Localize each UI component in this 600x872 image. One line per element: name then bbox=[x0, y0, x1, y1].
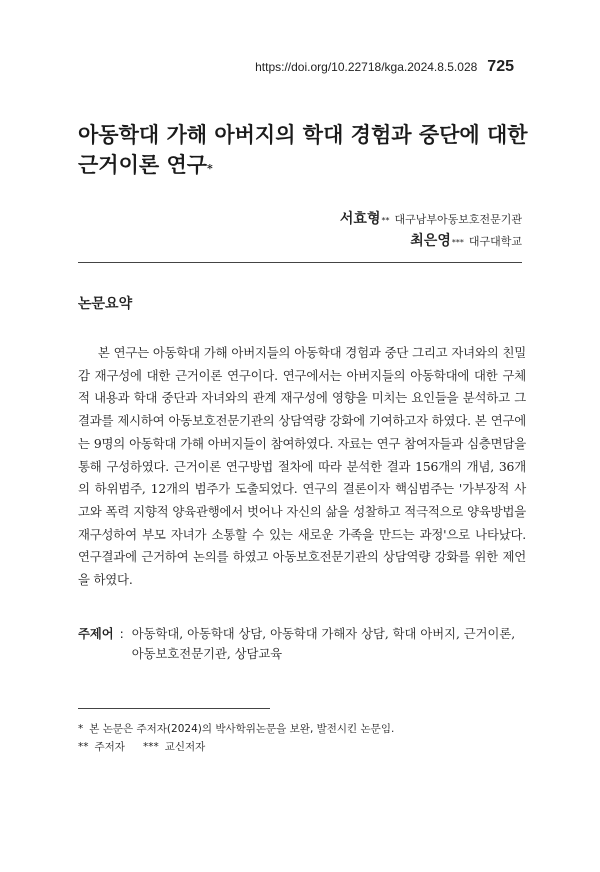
title-footnote-mark: * bbox=[207, 162, 213, 175]
abstract-body: 본 연구는 아동학대 가해 아버지들의 아동학대 경험과 중단 그리고 자녀와의 친밀감 재구성에 대한 근거이론 연구이다. 연구에서는 아버지들의 아동학대에 대한 구체적 내용과 학대 중단과 자녀와의 관계 재구성에 영향을 미치는 요인들을 분석하고 그 결과를 제시하여 아동보호전문기관의 상담역량 강화에 기여하고자 하였다. 본 연구에는 9명의 아동학대 가해 아버지들이 참여하였다. 자료는 연구 참여자들과 심층면담을 통해 구성하였다. 근거이론 연구방법 절차에 따라 분석한 결과 156개의 개념, 36개의 하위범주, 12개의 범주가 도출되었다. 연구의 결론이자 핵심범주는 '가부장적 사고와 폭력 지향적 양육관행에서 벗어나 자신의 삶을 성찰하고 적극적으로 양육방법을 재구성하여 부모 자녀가 소통할 수 있는 새로운 가족을 만드는 과정'으로 나타났다. 연구결과에 근거하여 논의를 하였고 아동보호전문기관의 상담역량 강화를 위한 제언을 하였다. bbox=[78, 345, 526, 588]
keywords bbox=[78, 624, 526, 664]
footnotes bbox=[78, 720, 400, 756]
author-name: 서효형 bbox=[339, 211, 381, 227]
header-divider bbox=[78, 262, 522, 263]
page-number: 725 bbox=[487, 58, 514, 75]
footnote-text-2: 교신저자 bbox=[164, 741, 206, 753]
doi-link[interactable]: https://doi.org/10.22718/kga.2024.8.5.028 bbox=[255, 60, 478, 74]
footnote-2 bbox=[78, 738, 400, 756]
footnote-mark: ** bbox=[78, 741, 89, 753]
title-line-2 bbox=[78, 150, 538, 184]
abstract-heading: 논문요약 bbox=[78, 296, 133, 312]
author-list bbox=[340, 208, 522, 252]
author-mark: *** bbox=[451, 238, 464, 247]
author-1 bbox=[340, 208, 522, 230]
footnote-text: 주저자 bbox=[94, 741, 125, 753]
author-affiliation: 대구남부아동보호전문기관 bbox=[394, 213, 522, 226]
keywords-separator: : bbox=[119, 627, 124, 641]
title-line-2-text: 근거이론 연구 bbox=[78, 152, 208, 177]
footnote-rule bbox=[78, 708, 270, 709]
paper-title bbox=[78, 120, 538, 184]
footnote-1 bbox=[78, 720, 400, 738]
author-2 bbox=[340, 230, 522, 252]
footnote-mark-2: *** bbox=[142, 741, 159, 753]
author-affiliation: 대구대학교 bbox=[468, 235, 522, 248]
footnote-text: 본 논문은 주저자(2024)의 박사학위논문을 보완, 발전시킨 논문임. bbox=[89, 723, 395, 735]
keywords-label: 주제어 bbox=[78, 627, 114, 641]
title-line-1: 아동학대 가해 아버지의 학대 경험과 중단에 대한 bbox=[78, 122, 528, 147]
footnote-mark: * bbox=[78, 723, 84, 735]
author-name: 최은영 bbox=[410, 233, 451, 249]
page-header bbox=[255, 58, 514, 76]
author-mark: ** bbox=[381, 216, 390, 225]
keywords-text: 아동학대, 아동학대 상담, 아동학대 가해자 상담, 학대 아버지, 근거이론, 아동보호전문기관, 상담교육 bbox=[131, 627, 516, 661]
